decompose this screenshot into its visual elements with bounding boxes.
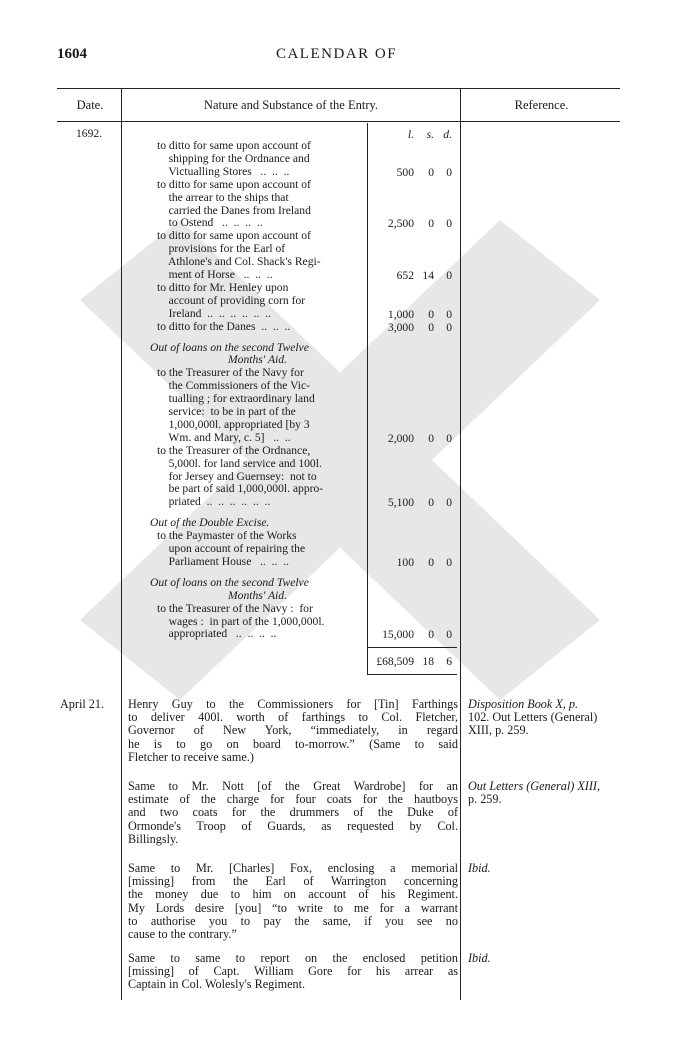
pounds-header: l. [407,128,414,141]
item-line: Ireland .. .. .. .. .. .. [157,306,271,320]
item-line: to ditto for same upon account of [157,139,311,152]
entry-text-line: to deliver 400l. worth of farthings to Col. Fletcher, [128,710,458,725]
item-pence: 0 [446,320,452,334]
section4-heading: Months' Aid. [228,588,287,602]
page-number: 1604 [57,46,87,62]
section3-item-line: Parliament House .. .. .. [157,554,290,568]
item-line: to ditto for same upon account of [157,229,311,243]
pence-header: d. [443,128,452,141]
section3-item-pounds: 100 [396,555,414,569]
item-line: account of providing corn for [157,293,306,307]
section2-item-line: for Jersey and Guernsey: not to [157,469,317,483]
section3-item-shillings: 0 [428,555,434,569]
entry-text-line: Ormonde's Troop of Guards, as requested by Col. [128,818,458,833]
item-pounds: 652 [396,269,414,282]
item-line: Athlone's and Col. Shack's Regi- [157,255,321,269]
date-column-rule [121,88,122,1000]
entry-text-line: [missing] from the Earl of Warrington concerning [128,874,458,889]
item-line: the arrear to the ships that [157,190,289,204]
entry-text-line: Henry Guy to the Commissioners for [Tin] Farthings [128,697,458,711]
section2-item-line: 5,000l. for land service and 100l. [157,456,322,470]
entry-text-line: to authorise you to pay the same, if you see no [128,913,458,928]
entry-text-line: My Lords desire [you] “to write to me for a warrant [128,900,458,915]
section4-item-line: appropriated .. .. .. .. [157,627,277,641]
section4-heading: Out of loans on the second Twelve [150,575,309,589]
item-pounds: 3,000 [387,320,414,334]
entry-reference-line: Disposition Book X, p. [468,697,579,711]
item-pounds: 500 [396,165,414,179]
entry-text-line: Captain in Col. Wolesly's Regiment. [128,977,306,992]
entry-text-line: [missing] of Capt. William Gore for his arrear as [128,964,458,979]
total-top-rule [367,647,457,648]
section4-item-shillings: 0 [428,628,434,642]
section2-item-line: to the Treasurer of the Ordnance, [157,443,311,457]
section2-item-pence: 0 [446,431,452,445]
item-line: to Ostend .. .. .. .. [157,216,263,230]
total-pence: 6 [446,655,452,668]
section3-item-pence: 0 [446,555,452,569]
item-line: Victualling Stores .. .. .. [157,164,290,178]
entry-text-line: the money due to him on account of his Regiment. [128,887,458,902]
item-pounds: 1,000 [387,307,414,321]
entry-text-line: Same to same to report on the enclosed petition [128,951,458,965]
item-pounds: 2,500 [387,217,414,231]
entry-text-line: and two coats for the drummers of the Duke of [128,805,458,820]
section2-item-pence: 0 [446,496,452,510]
entry-text-line: Billingsly. [128,831,179,846]
section4-item-pence: 0 [446,628,452,642]
section3-heading: Out of the Double Excise. [150,516,270,530]
entry-date: April 21. [60,697,105,711]
entry-text-line: Fletcher to receive same.) [128,749,254,764]
section3-item-line: upon account of repairing the [157,542,306,555]
reference-column-header: Reference. [514,98,569,112]
entry-text-line: estimate of the charge for four coats for the hautboys [128,792,458,807]
item-line: to ditto for same upon account of [157,177,311,191]
section2-heading: Months' Aid. [228,353,287,367]
item-pence: 0 [446,307,452,321]
reference-column-rule [460,88,461,1000]
item-shillings: 0 [428,320,434,334]
entry-reference-line: 102. Out Letters (General) [468,710,598,725]
entry-reference-line: Ibid. [468,951,491,965]
item-pence: 0 [446,269,452,282]
table-header-rule [57,121,620,122]
item-line: provisions for the Earl of [157,242,286,256]
section2-item-pounds: 2,000 [387,431,414,445]
item-shillings: 0 [428,217,434,231]
section4-item-line: to the Treasurer of the Navy : for [157,601,313,615]
total-shillings: 18 [422,655,434,668]
item-shillings: 0 [428,307,434,321]
section2-item-pounds: 5,100 [387,496,414,510]
section2-item-line: the Commissioners of the Vic- [157,379,311,393]
item-line: to ditto for Mr. Henley upon [157,280,289,294]
entry-reference-line: Out Letters (General) XIII, [468,779,600,793]
entry-text-line: Governor of New York, “immediately, in regard [128,723,458,738]
entry-text-line: Same to Mr. Nott [of the Great Wardrobe] for an [128,779,458,793]
item-line: to ditto for the Danes .. .. .. [157,319,291,333]
entry-reference-line: p. 259. [468,792,502,807]
item-shillings: 14 [422,269,434,282]
section2-item-line: service: to be in part of the [157,405,296,418]
entry-text-line: cause to the contrary.” [128,927,237,941]
nature-column-header: Nature and Substance of the Entry. [203,98,379,112]
section4-item-line: wages : in part of the 1,000,000l. [157,614,325,628]
item-pence: 0 [446,165,452,179]
total-pounds: £68,509 [376,655,414,668]
section2-item-line: Wm. and Mary, c. 5] .. .. [157,430,291,444]
year-label: 1692. [76,127,103,140]
section2-item-line: tualling ; for extraordinary land [157,392,315,406]
section2-item-shillings: 0 [428,496,434,510]
entry-reference-line: XIII, p. 259. [468,723,529,738]
shillings-header: s. [426,128,434,141]
watermark-graphic [60,200,620,720]
section2-item-line: 1,000,000l. appropriated [by 3 [157,417,310,431]
section3-item-line: to the Paymaster of the Works [157,529,297,543]
entry-text-line: he is to go on board to-morrow.” (Same to said [128,736,458,751]
money-column-rule [367,123,368,675]
running-title: CALENDAR OF [275,46,398,62]
item-line: shipping for the Ordnance and [157,151,310,165]
item-pence: 0 [446,217,452,231]
section2-item-line: to the Treasurer of the Navy for [157,366,304,380]
item-line: ment of Horse .. .. .. [157,268,273,281]
section4-item-pounds: 15,000 [382,628,414,642]
entry-reference-line: Ibid. [468,861,491,875]
section2-heading: Out of loans on the second Twelve [150,340,309,354]
date-column-header: Date. [76,98,104,112]
total-bottom-rule [367,674,457,675]
section2-item-shillings: 0 [428,431,434,445]
item-shillings: 0 [428,165,434,179]
section2-item-line: priated .. .. .. .. .. .. [157,495,271,509]
entry-text-line: Same to Mr. [Charles] Fox, enclosing a memorial [128,861,458,875]
section2-item-line: be part of said 1,000,000l. appro- [157,482,324,496]
item-line: carried the Danes from Ireland [157,203,311,217]
table-top-rule [57,88,620,89]
